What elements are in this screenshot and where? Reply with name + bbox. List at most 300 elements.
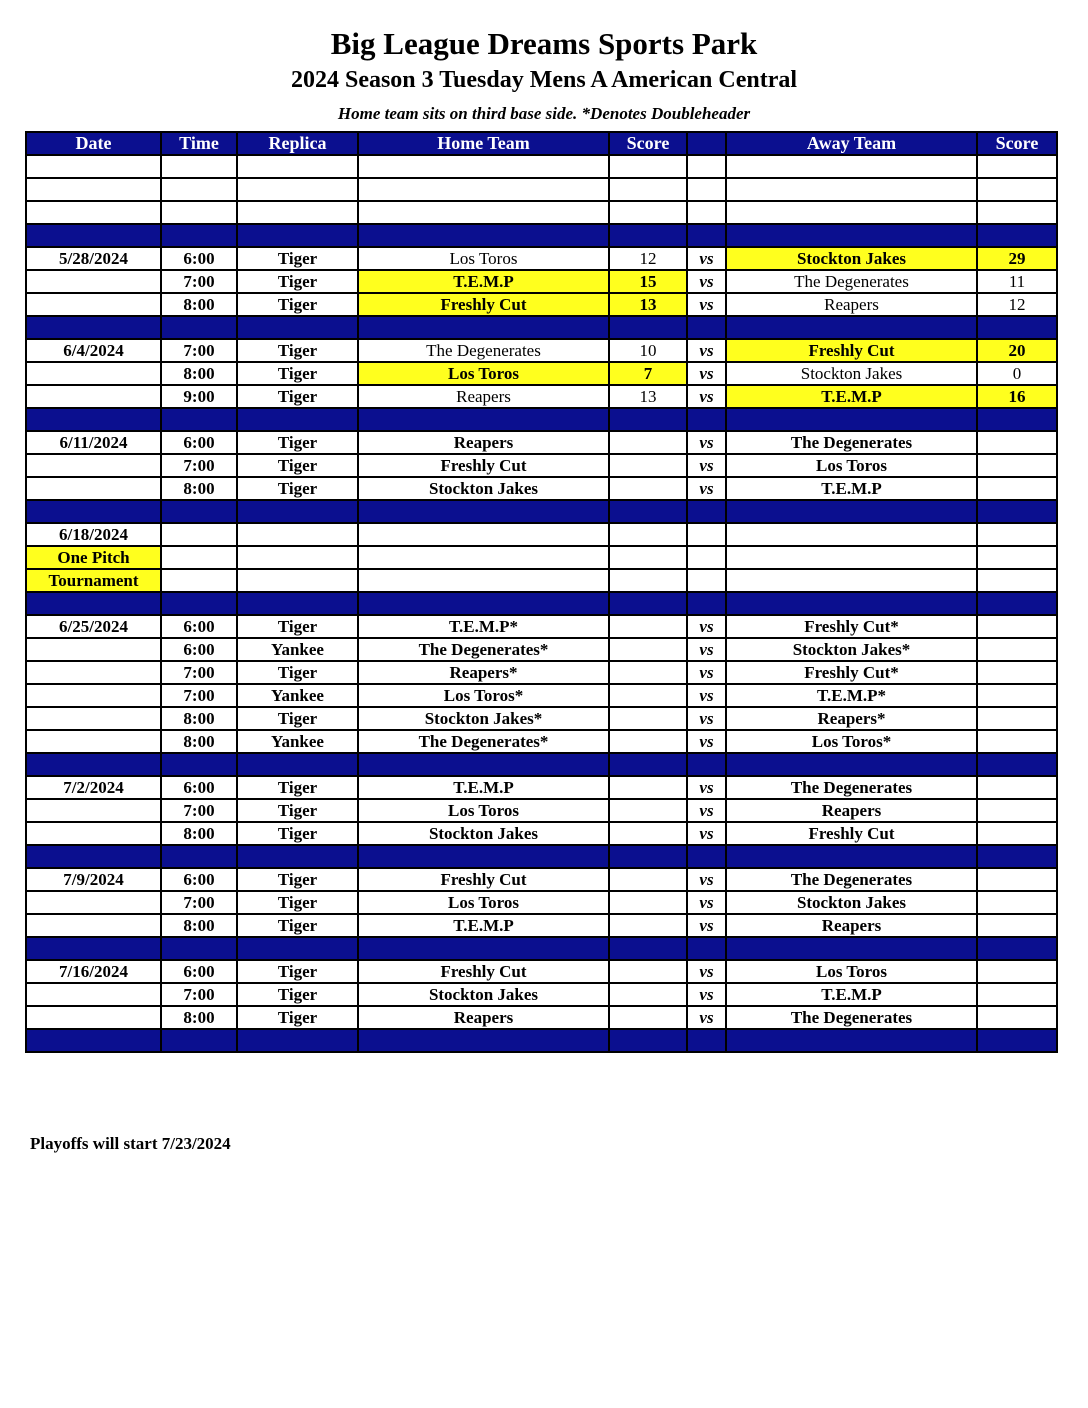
home-score-cell: 13 — [609, 293, 687, 316]
vs-cell: vs — [687, 247, 726, 270]
home-team-cell: Stockton Jakes — [358, 477, 609, 500]
home-score-cell — [609, 431, 687, 454]
replica-cell: Tiger — [237, 615, 358, 638]
table-row — [26, 477, 1057, 500]
home-score-cell — [609, 638, 687, 661]
away-team-cell: Freshly Cut — [726, 339, 977, 362]
date-cell: 6/25/2024 — [26, 615, 161, 638]
home-team-cell: Los Toros* — [358, 684, 609, 707]
vs-cell: vs — [687, 362, 726, 385]
date-cell — [26, 799, 161, 822]
home-score-cell: 7 — [609, 362, 687, 385]
away-score-cell — [977, 523, 1057, 546]
home-team-cell: Los Toros — [358, 799, 609, 822]
away-team-cell: The Degenerates — [726, 776, 977, 799]
vs-cell: vs — [687, 638, 726, 661]
home-score-cell: 10 — [609, 339, 687, 362]
vs-cell — [687, 523, 726, 546]
home-team-cell — [358, 569, 609, 592]
home-team-cell: The Degenerates* — [358, 730, 609, 753]
home-score-cell — [609, 546, 687, 569]
separator-row — [26, 500, 1057, 523]
home-score-cell — [609, 201, 687, 224]
date-cell — [26, 937, 161, 960]
away-score-cell — [977, 638, 1057, 661]
date-cell — [26, 385, 161, 408]
vs-cell — [687, 546, 726, 569]
home-score-cell — [609, 224, 687, 247]
replica-cell — [237, 201, 358, 224]
vs-cell: vs — [687, 960, 726, 983]
replica-cell: Tiger — [237, 661, 358, 684]
away-score-cell — [977, 822, 1057, 845]
away-team-cell: Los Toros — [726, 454, 977, 477]
home-team-cell — [358, 316, 609, 339]
date-cell: Tournament — [26, 569, 161, 592]
home-score-cell — [609, 845, 687, 868]
separator-row — [26, 316, 1057, 339]
away-score-cell — [977, 477, 1057, 500]
replica-cell: Tiger — [237, 776, 358, 799]
home-score-cell — [609, 776, 687, 799]
time-cell: 6:00 — [161, 615, 237, 638]
away-score-cell — [977, 1006, 1057, 1029]
date-cell — [26, 408, 161, 431]
table-row — [26, 270, 1057, 293]
home-score-cell — [609, 960, 687, 983]
vs-cell: vs — [687, 454, 726, 477]
replica-cell — [237, 1029, 358, 1052]
home-team-cell: Los Toros — [358, 247, 609, 270]
table-row — [26, 638, 1057, 661]
away-team-cell: T.E.M.P — [726, 385, 977, 408]
time-cell: 6:00 — [161, 247, 237, 270]
away-team-cell: Stockton Jakes — [726, 362, 977, 385]
home-score-cell — [609, 661, 687, 684]
time-cell — [161, 937, 237, 960]
time-cell: 7:00 — [161, 684, 237, 707]
away-team-cell: Stockton Jakes — [726, 247, 977, 270]
away-score-cell — [977, 431, 1057, 454]
home-team-cell — [358, 592, 609, 615]
replica-cell: Tiger — [237, 339, 358, 362]
table-header-row — [26, 132, 1057, 155]
date-cell — [26, 293, 161, 316]
time-cell: 7:00 — [161, 891, 237, 914]
date-cell — [26, 178, 161, 201]
away-score-cell — [977, 776, 1057, 799]
home-team-cell: T.E.M.P* — [358, 615, 609, 638]
time-cell — [161, 155, 237, 178]
replica-cell: Tiger — [237, 270, 358, 293]
vs-cell: vs — [687, 684, 726, 707]
home-team-cell — [358, 224, 609, 247]
date-cell: 7/9/2024 — [26, 868, 161, 891]
away-team-cell: Freshly Cut* — [726, 615, 977, 638]
away-team-cell — [726, 316, 977, 339]
vs-cell: vs — [687, 293, 726, 316]
table-row — [26, 1006, 1057, 1029]
date-cell: 7/16/2024 — [26, 960, 161, 983]
away-team-cell: Stockton Jakes* — [726, 638, 977, 661]
away-team-cell — [726, 523, 977, 546]
home-score-cell — [609, 500, 687, 523]
table-row — [26, 891, 1057, 914]
separator-row — [26, 845, 1057, 868]
time-cell — [161, 753, 237, 776]
away-score-cell — [977, 845, 1057, 868]
away-team-cell — [726, 592, 977, 615]
replica-cell — [237, 592, 358, 615]
date-cell: 6/11/2024 — [26, 431, 161, 454]
replica-cell — [237, 178, 358, 201]
vs-cell: vs — [687, 477, 726, 500]
blank-row — [26, 178, 1057, 201]
home-score-cell — [609, 684, 687, 707]
home-team-cell — [358, 937, 609, 960]
vs-cell — [687, 500, 726, 523]
home-score-cell — [609, 454, 687, 477]
table-row — [26, 431, 1057, 454]
away-score-cell — [977, 592, 1057, 615]
replica-cell: Tiger — [237, 477, 358, 500]
time-cell: 8:00 — [161, 914, 237, 937]
home-team-cell: Freshly Cut — [358, 960, 609, 983]
date-cell — [26, 914, 161, 937]
vs-cell: vs — [687, 1006, 726, 1029]
away-score-cell: 11 — [977, 270, 1057, 293]
header-time: Time — [161, 132, 237, 155]
home-score-cell — [609, 592, 687, 615]
time-cell — [161, 316, 237, 339]
away-team-cell — [726, 500, 977, 523]
date-cell — [26, 891, 161, 914]
home-score-cell — [609, 707, 687, 730]
home-score-cell: 12 — [609, 247, 687, 270]
away-score-cell: 20 — [977, 339, 1057, 362]
date-cell: 6/4/2024 — [26, 339, 161, 362]
away-team-cell: Los Toros — [726, 960, 977, 983]
replica-cell — [237, 500, 358, 523]
home-team-cell — [358, 523, 609, 546]
replica-cell: Tiger — [237, 293, 358, 316]
home-team-cell: Stockton Jakes* — [358, 707, 609, 730]
away-team-cell: The Degenerates — [726, 270, 977, 293]
table-row — [26, 293, 1057, 316]
home-team-cell — [358, 155, 609, 178]
time-cell — [161, 1029, 237, 1052]
away-team-cell — [726, 845, 977, 868]
date-cell — [26, 477, 161, 500]
date-cell — [26, 730, 161, 753]
away-score-cell: 16 — [977, 385, 1057, 408]
away-score-cell — [977, 454, 1057, 477]
vs-cell: vs — [687, 983, 726, 1006]
time-cell: 8:00 — [161, 822, 237, 845]
vs-cell: vs — [687, 339, 726, 362]
time-cell: 8:00 — [161, 707, 237, 730]
home-score-cell — [609, 730, 687, 753]
home-score-cell — [609, 799, 687, 822]
page-title: Big League Dreams Sports Park — [330, 26, 758, 61]
home-team-cell: Reapers* — [358, 661, 609, 684]
home-score-cell — [609, 1006, 687, 1029]
away-score-cell: 12 — [977, 293, 1057, 316]
away-score-cell — [977, 937, 1057, 960]
away-score-cell — [977, 500, 1057, 523]
table-row — [26, 776, 1057, 799]
time-cell: 6:00 — [161, 638, 237, 661]
vs-cell: vs — [687, 799, 726, 822]
home-team-cell — [358, 408, 609, 431]
home-team-cell — [358, 753, 609, 776]
away-score-cell — [977, 316, 1057, 339]
vs-cell — [687, 408, 726, 431]
away-team-cell — [726, 569, 977, 592]
date-cell — [26, 638, 161, 661]
away-team-cell: Los Toros* — [726, 730, 977, 753]
header-vs — [687, 132, 726, 155]
away-score-cell — [977, 983, 1057, 1006]
away-score-cell — [977, 569, 1057, 592]
home-team-cell: Reapers — [358, 1006, 609, 1029]
time-cell: 7:00 — [161, 454, 237, 477]
away-team-cell: T.E.M.P* — [726, 684, 977, 707]
home-team-cell: Freshly Cut — [358, 454, 609, 477]
separator-row — [26, 224, 1057, 247]
vs-cell — [687, 1029, 726, 1052]
replica-cell — [237, 155, 358, 178]
time-cell — [161, 523, 237, 546]
time-cell: 7:00 — [161, 339, 237, 362]
away-score-cell — [977, 155, 1057, 178]
home-score-cell — [609, 822, 687, 845]
date-cell: 5/28/2024 — [26, 247, 161, 270]
date-cell: 7/2/2024 — [26, 776, 161, 799]
date-cell — [26, 592, 161, 615]
home-team-cell: Reapers — [358, 385, 609, 408]
replica-cell: Tiger — [237, 891, 358, 914]
away-score-cell — [977, 753, 1057, 776]
away-score-cell — [977, 546, 1057, 569]
replica-cell: Yankee — [237, 638, 358, 661]
header-date: Date — [26, 132, 161, 155]
away-team-cell: Freshly Cut* — [726, 661, 977, 684]
away-score-cell — [977, 868, 1057, 891]
home-team-cell — [358, 178, 609, 201]
away-score-cell — [977, 178, 1057, 201]
vs-cell — [687, 178, 726, 201]
away-score-cell: 29 — [977, 247, 1057, 270]
date-cell: 6/18/2024 — [26, 523, 161, 546]
time-cell: 8:00 — [161, 362, 237, 385]
home-team-cell: The Degenerates* — [358, 638, 609, 661]
home-team-cell: Freshly Cut — [358, 868, 609, 891]
time-cell — [161, 845, 237, 868]
home-score-cell — [609, 937, 687, 960]
table-row — [26, 569, 1057, 592]
time-cell: 6:00 — [161, 960, 237, 983]
away-team-cell: Reapers — [726, 293, 977, 316]
table-row — [26, 385, 1057, 408]
replica-cell — [237, 523, 358, 546]
replica-cell: Tiger — [237, 822, 358, 845]
table-row — [26, 362, 1057, 385]
home-score-cell — [609, 523, 687, 546]
vs-cell: vs — [687, 730, 726, 753]
home-team-cell: Stockton Jakes — [358, 983, 609, 1006]
playoffs-note: Playoffs will start 7/23/2024 — [30, 1134, 231, 1153]
home-score-cell — [609, 408, 687, 431]
table-row — [26, 868, 1057, 891]
home-score-cell: 13 — [609, 385, 687, 408]
page-subtitle: 2024 Season 3 Tuesday Mens A American Central — [290, 67, 798, 93]
vs-cell — [687, 753, 726, 776]
table-row — [26, 960, 1057, 983]
date-cell — [26, 661, 161, 684]
away-team-cell: Reapers — [726, 914, 977, 937]
page-note: Home team sits on third base side. *Denotes Doubleheader — [337, 104, 751, 123]
away-team-cell: The Degenerates — [726, 868, 977, 891]
replica-cell — [237, 569, 358, 592]
vs-cell — [687, 224, 726, 247]
away-score-cell — [977, 799, 1057, 822]
home-team-cell: T.E.M.P — [358, 776, 609, 799]
away-score-cell — [977, 1029, 1057, 1052]
date-cell: One Pitch — [26, 546, 161, 569]
table-row — [26, 983, 1057, 1006]
away-team-cell — [726, 546, 977, 569]
away-score-cell — [977, 661, 1057, 684]
home-score-cell — [609, 316, 687, 339]
date-cell — [26, 753, 161, 776]
home-score-cell — [609, 477, 687, 500]
home-score-cell — [609, 569, 687, 592]
home-score-cell: 15 — [609, 270, 687, 293]
home-team-cell: Reapers — [358, 431, 609, 454]
vs-cell: vs — [687, 661, 726, 684]
vs-cell — [687, 155, 726, 178]
time-cell: 9:00 — [161, 385, 237, 408]
home-score-cell — [609, 983, 687, 1006]
vs-cell — [687, 845, 726, 868]
time-cell: 7:00 — [161, 983, 237, 1006]
away-score-cell — [977, 615, 1057, 638]
separator-row — [26, 753, 1057, 776]
date-cell — [26, 845, 161, 868]
away-score-cell — [977, 201, 1057, 224]
vs-cell — [687, 592, 726, 615]
vs-cell: vs — [687, 270, 726, 293]
time-cell — [161, 592, 237, 615]
away-score-cell — [977, 914, 1057, 937]
time-cell — [161, 224, 237, 247]
time-cell — [161, 569, 237, 592]
time-cell: 8:00 — [161, 1006, 237, 1029]
home-team-cell: T.E.M.P — [358, 914, 609, 937]
away-team-cell — [726, 155, 977, 178]
date-cell — [26, 201, 161, 224]
home-score-cell — [609, 155, 687, 178]
table-row — [26, 684, 1057, 707]
away-team-cell — [726, 224, 977, 247]
replica-cell: Tiger — [237, 454, 358, 477]
home-team-cell — [358, 500, 609, 523]
replica-cell — [237, 224, 358, 247]
replica-cell — [237, 937, 358, 960]
time-cell: 8:00 — [161, 293, 237, 316]
home-score-cell — [609, 753, 687, 776]
table-row — [26, 730, 1057, 753]
header-away-team: Away Team — [726, 132, 977, 155]
date-cell — [26, 224, 161, 247]
table-row — [26, 822, 1057, 845]
away-score-cell — [977, 960, 1057, 983]
time-cell: 7:00 — [161, 799, 237, 822]
home-team-cell: Los Toros — [358, 891, 609, 914]
vs-cell — [687, 937, 726, 960]
date-cell — [26, 270, 161, 293]
home-score-cell — [609, 178, 687, 201]
away-team-cell: The Degenerates — [726, 431, 977, 454]
time-cell: 7:00 — [161, 661, 237, 684]
blank-row — [26, 201, 1057, 224]
table-row — [26, 546, 1057, 569]
replica-cell: Tiger — [237, 385, 358, 408]
replica-cell: Tiger — [237, 960, 358, 983]
date-cell — [26, 316, 161, 339]
away-team-cell: Stockton Jakes — [726, 891, 977, 914]
home-score-cell — [609, 891, 687, 914]
replica-cell: Tiger — [237, 431, 358, 454]
table-row — [26, 247, 1057, 270]
replica-cell: Yankee — [237, 684, 358, 707]
replica-cell: Tiger — [237, 362, 358, 385]
vs-cell — [687, 201, 726, 224]
vs-cell: vs — [687, 385, 726, 408]
replica-cell — [237, 546, 358, 569]
separator-row — [26, 937, 1057, 960]
time-cell: 7:00 — [161, 270, 237, 293]
home-score-cell — [609, 868, 687, 891]
header-away-score: Score — [977, 132, 1057, 155]
table-row — [26, 339, 1057, 362]
vs-cell: vs — [687, 868, 726, 891]
away-team-cell — [726, 201, 977, 224]
date-cell — [26, 362, 161, 385]
away-score-cell — [977, 408, 1057, 431]
away-team-cell: Freshly Cut — [726, 822, 977, 845]
vs-cell: vs — [687, 707, 726, 730]
header-home-team: Home Team — [358, 132, 609, 155]
vs-cell: vs — [687, 615, 726, 638]
home-team-cell: Stockton Jakes — [358, 822, 609, 845]
away-score-cell — [977, 224, 1057, 247]
separator-row — [26, 592, 1057, 615]
away-score-cell — [977, 707, 1057, 730]
replica-cell — [237, 845, 358, 868]
date-cell — [26, 1029, 161, 1052]
table-row — [26, 615, 1057, 638]
vs-cell: vs — [687, 822, 726, 845]
away-team-cell — [726, 178, 977, 201]
replica-cell — [237, 408, 358, 431]
time-cell: 8:00 — [161, 477, 237, 500]
table-row — [26, 454, 1057, 477]
replica-cell — [237, 316, 358, 339]
away-team-cell: The Degenerates — [726, 1006, 977, 1029]
schedule-table — [25, 131, 1058, 1053]
